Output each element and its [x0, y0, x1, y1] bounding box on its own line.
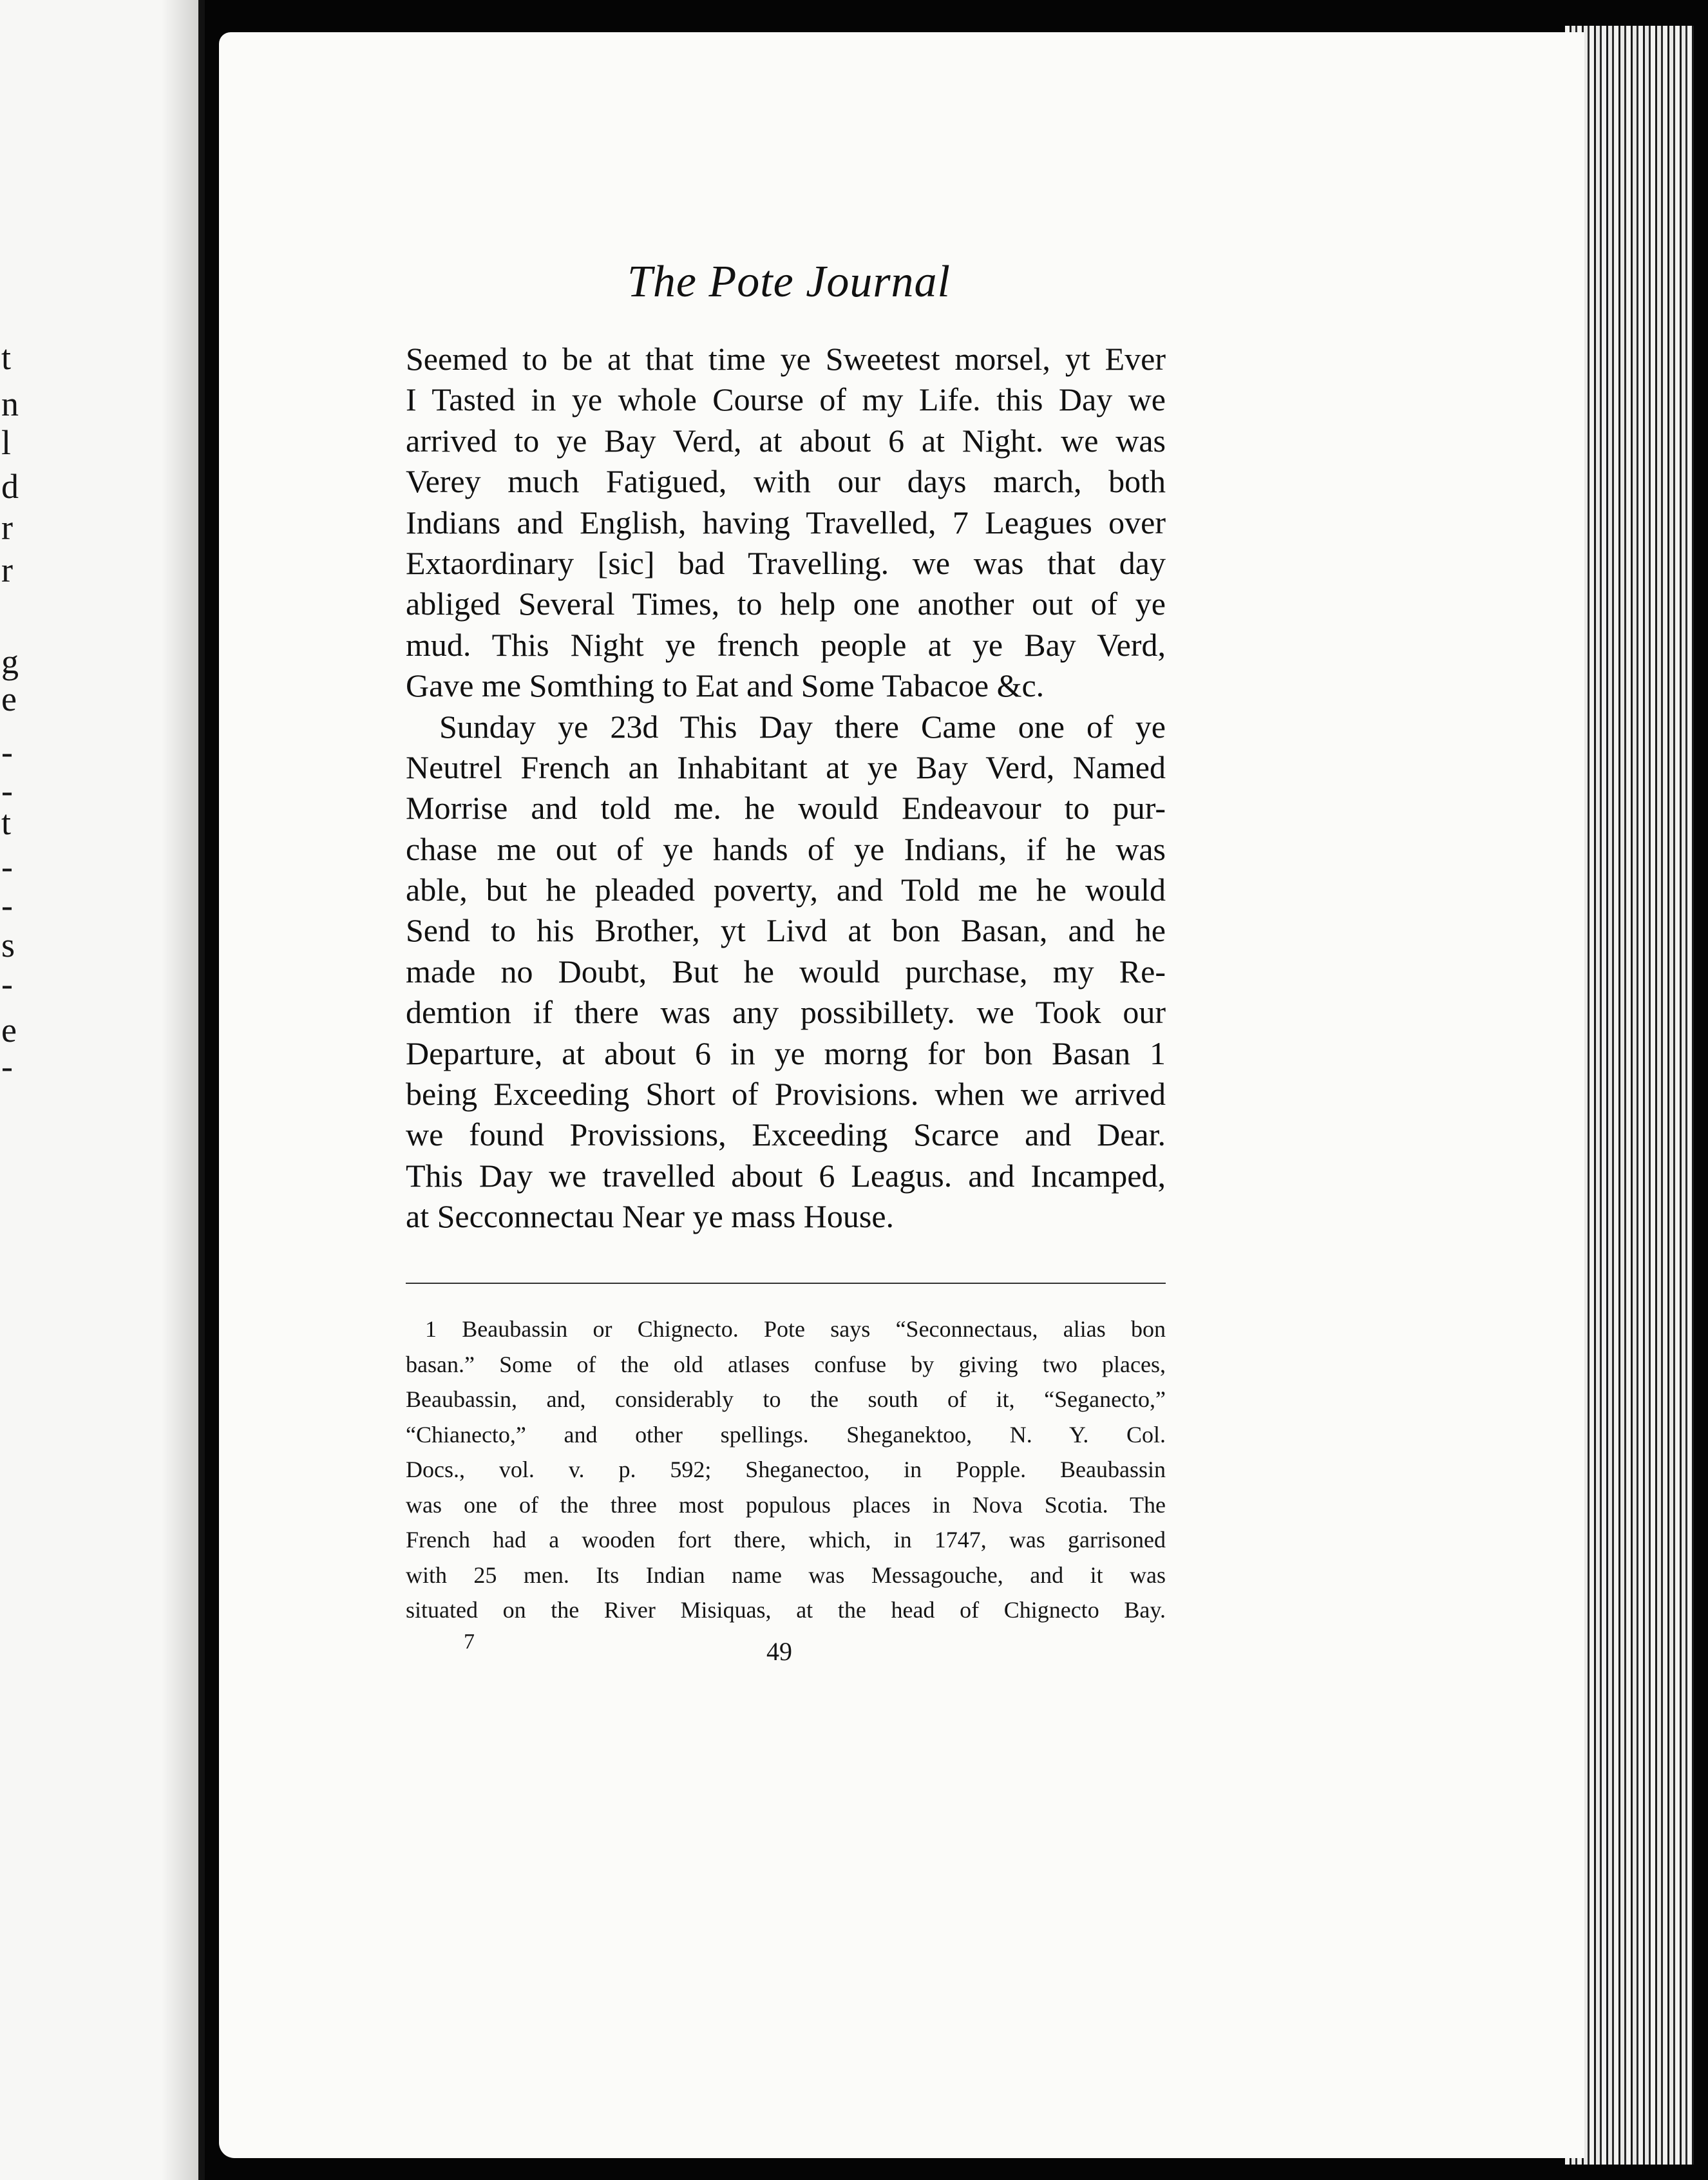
footnote-line: with 25 men. Its Indian name was Messagouche, and it was — [406, 1562, 1166, 1588]
footnote-rule — [406, 1283, 1166, 1284]
body-line: chase me out of ye hands of ye Indians, if he was — [406, 830, 1166, 867]
body-line: Extaordinary [sic] bad Travelling. we was that day — [406, 544, 1166, 581]
footnote-line: 1 Beaubassin or Chignecto. Pote says “Seconnectaus, alias bon — [425, 1316, 1166, 1342]
page-edges-stack — [1565, 26, 1694, 2165]
margin-letter: - — [1, 964, 13, 1003]
footnote — [406, 1312, 1166, 1628]
body-line: Send to his Brother, yt Livd at bon Basan, and he — [406, 912, 1166, 949]
body-line: Seemed to be at that time ye Sweetest morsel, yt Ever — [406, 341, 1166, 377]
margin-letter: d — [1, 467, 19, 506]
footnote-line: French had a wooden fort there, which, in 1747, was garrisoned — [406, 1527, 1166, 1553]
margin-letter: e — [1, 1011, 17, 1049]
body-line: Indians and English, having Travelled, 7 Leagues over — [406, 504, 1166, 540]
footnote-line: basan.” Some of the old atlases confuse by giving two places, — [406, 1351, 1166, 1377]
body-line: I Tasted in ye whole Course of my Life. this Day we — [406, 381, 1166, 418]
margin-letter: l — [1, 423, 12, 462]
body-line: mud. This Night ye french people at ye Bay Verd, — [406, 626, 1166, 663]
body-line: Departure, at about 6 in ye morng for bon Basan 1 — [406, 1035, 1166, 1071]
facing-page-left — [0, 0, 205, 2180]
footnote-line: situated on the River Misiquas, at the head of Chignecto Bay. — [406, 1597, 1166, 1623]
signature-mark: 7 — [464, 1630, 475, 1654]
body-line: arrived to ye Bay Verd, at about 6 at Night. we was — [406, 422, 1166, 459]
footnote-line: Beaubassin, and, considerably to the south of it, “Seganecto,” — [406, 1386, 1166, 1412]
margin-letter: r — [1, 551, 13, 589]
body-line: at Secconnectau Near ye mass House. — [406, 1198, 895, 1235]
footnote-line: was one of the three most populous places in Nova Scotia. The — [406, 1491, 1166, 1518]
gutter-shadow — [161, 0, 206, 2180]
body-line: Sunday ye 23d This Day there Came one of ye — [439, 708, 1166, 745]
margin-letter: n — [1, 385, 19, 423]
running-head: The Pote Journal — [627, 257, 951, 307]
body-line: Neutrel French an Inhabitant at ye Bay Verd, Named — [406, 749, 1166, 785]
body-line: made no Doubt, But he would purchase, my Re- — [406, 953, 1166, 990]
body-line: we found Provissions, Exceeding Scarce and Dear. — [406, 1116, 1166, 1153]
page-number: 49 — [766, 1637, 792, 1666]
margin-letter: e — [1, 680, 17, 718]
body-line: Morrise and told me. he would Endeavour to pur- — [406, 790, 1166, 827]
margin-letter: t — [1, 803, 12, 842]
body-line: This Day we travelled about 6 Leagus. and Incamped, — [406, 1157, 1166, 1194]
body-line: demtion if there was any possibillety. we Took our — [406, 994, 1166, 1031]
body-line: able, but he pleaded poverty, and Told me he would — [406, 872, 1166, 908]
footnote-line: “Chianecto,” and other spellings. Sheganektoo, N. Y. Col. — [406, 1421, 1166, 1448]
margin-letter: g — [1, 642, 19, 681]
margin-letter: - — [1, 732, 13, 771]
body-line: Gave me Somthing to Eat and Some Tabacoe &c. — [406, 667, 1045, 704]
facing-page-margin-letters — [0, 0, 26, 2180]
body-line: being Exceeding Short of Provisions. when we arrived — [406, 1076, 1166, 1113]
margin-letter: - — [1, 886, 13, 924]
body-line: abliged Several Times, to help one another out of ye — [406, 586, 1166, 622]
margin-letter: t — [1, 338, 12, 377]
margin-letter: r — [1, 508, 13, 547]
margin-letter: - — [1, 847, 13, 886]
body-text — [406, 339, 1166, 1238]
footnote-line: Docs., vol. v. p. 592; Sheganectoo, in Popple. Beaubassin — [406, 1457, 1166, 1482]
body-line: Verey much Fatigued, with our days march, both — [406, 463, 1166, 500]
margin-letter: - — [1, 771, 13, 810]
margin-letter: - — [1, 1047, 13, 1085]
margin-letter: s — [1, 926, 15, 964]
